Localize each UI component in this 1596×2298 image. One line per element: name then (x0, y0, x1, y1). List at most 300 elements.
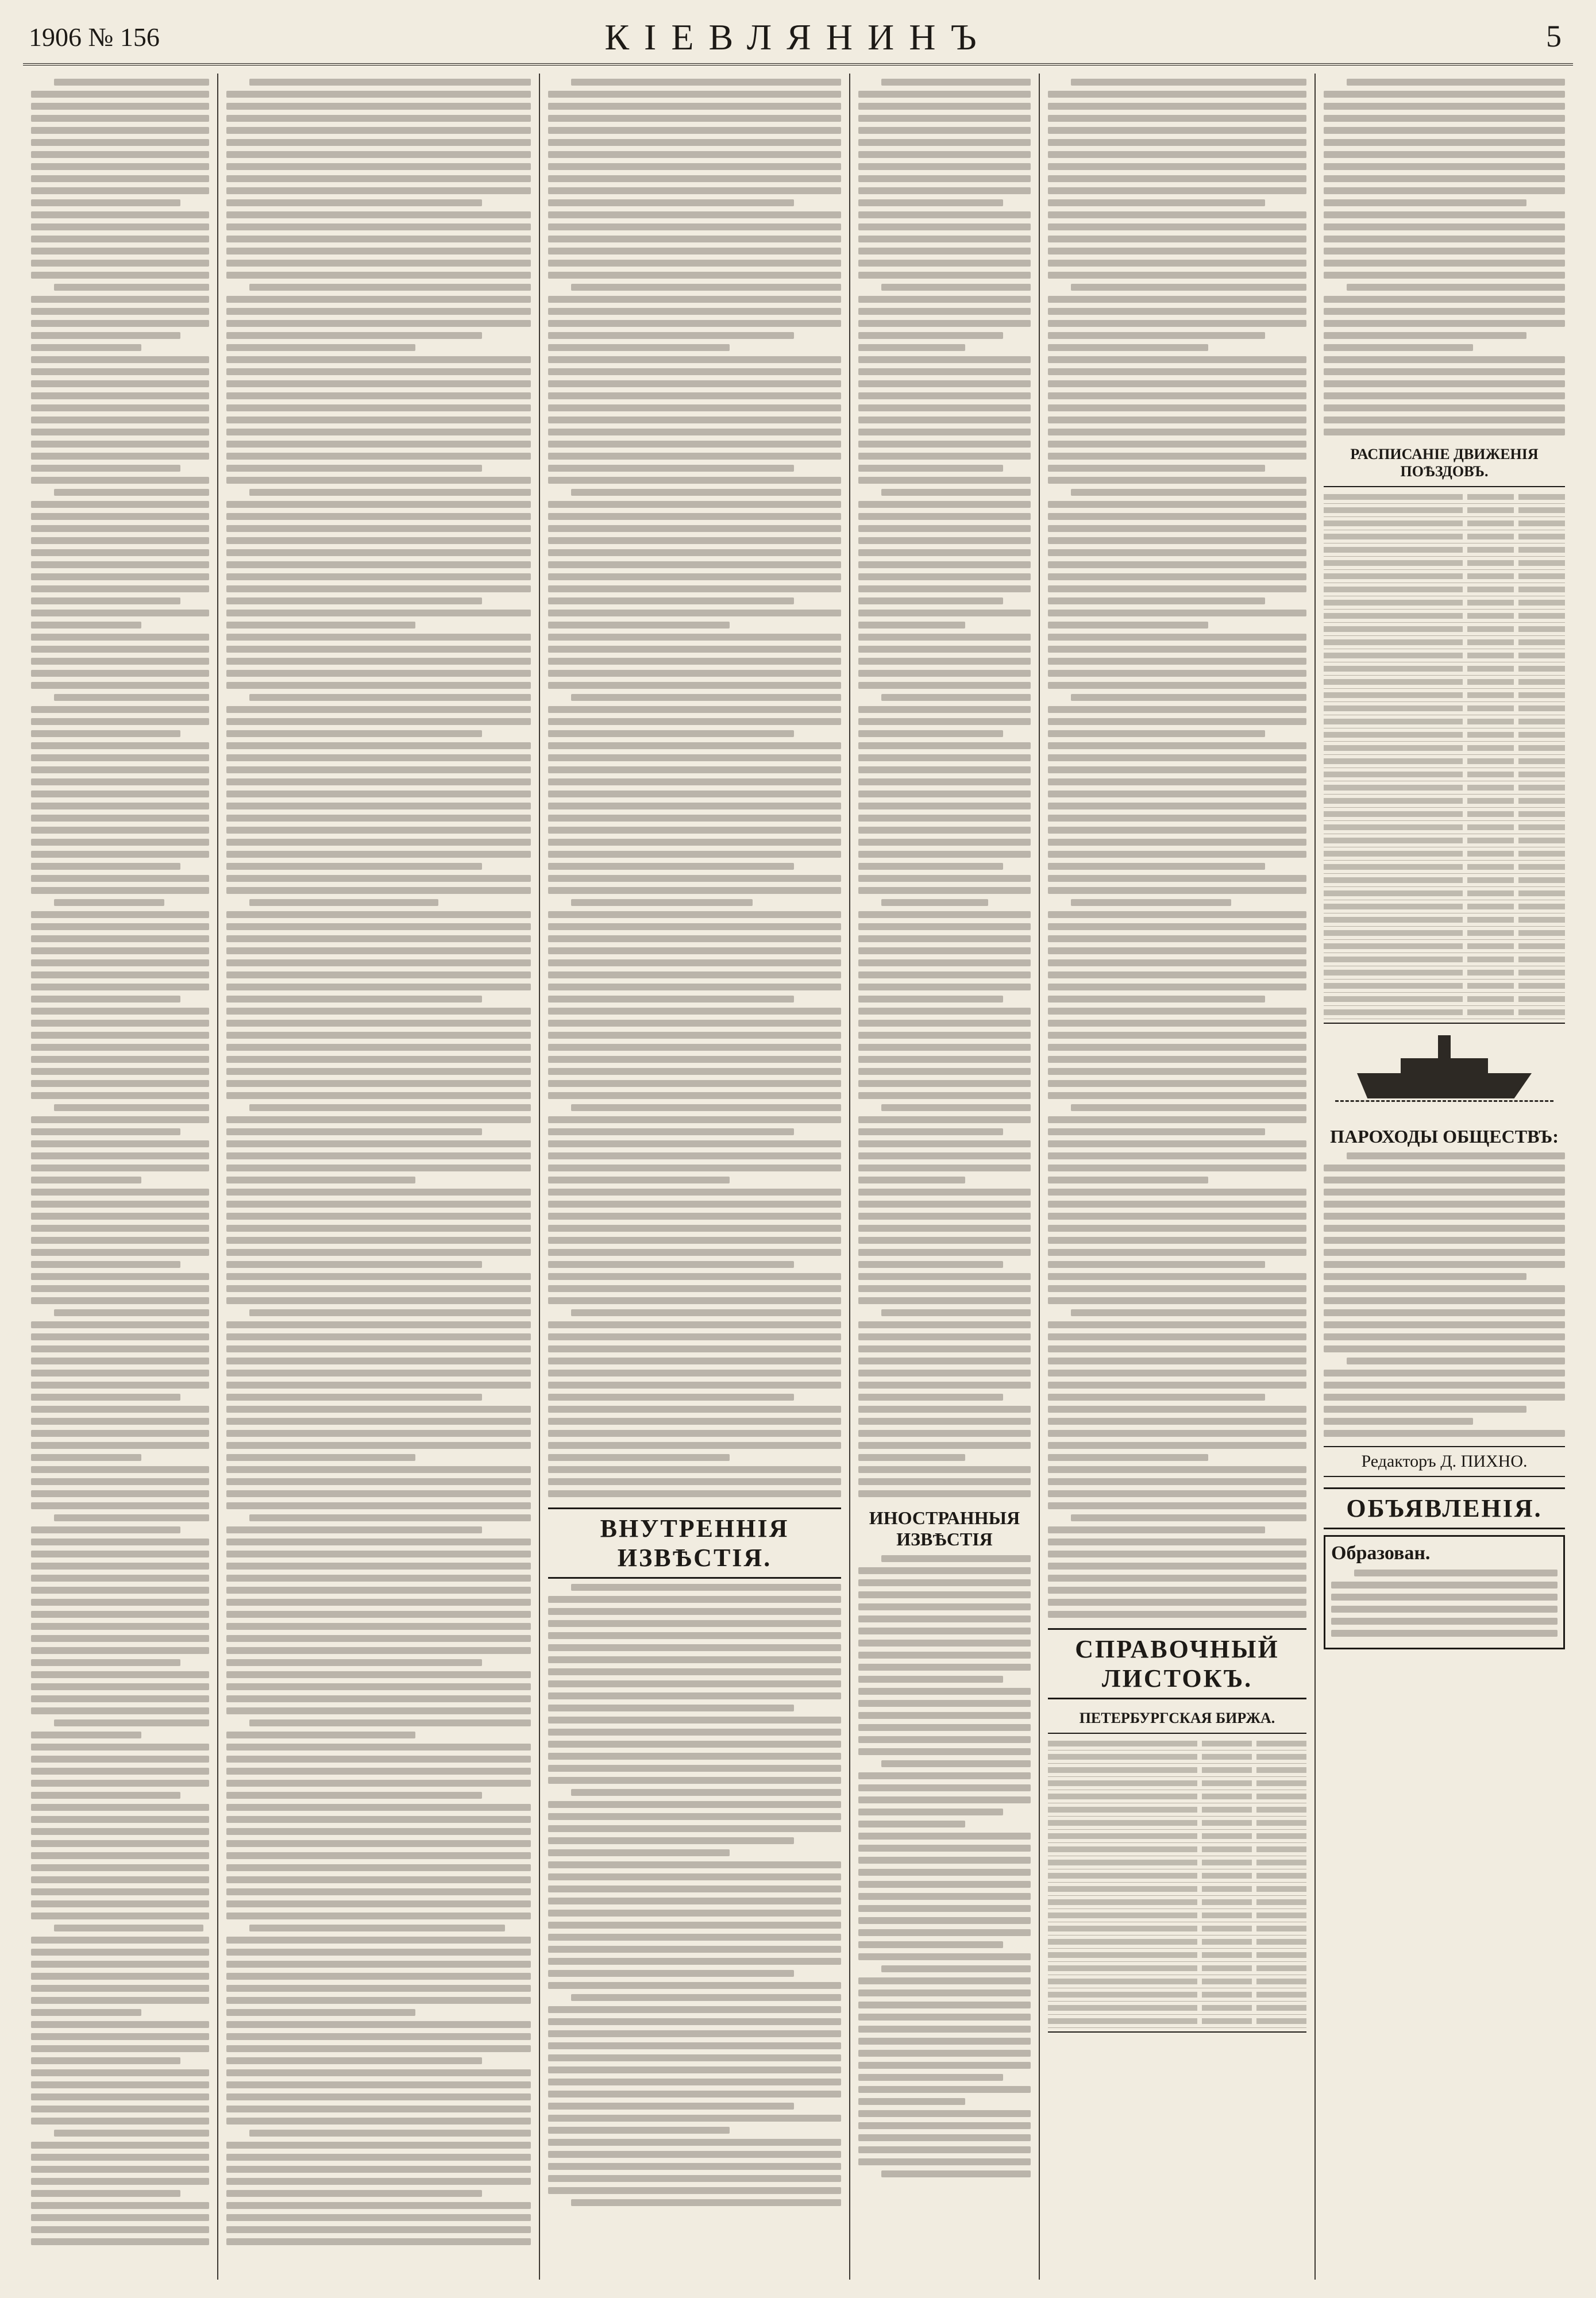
text-line-placeholder (31, 1442, 209, 1449)
table-cell-placeholder (1324, 957, 1463, 962)
text-line-placeholder (1048, 778, 1306, 785)
steamer-illustration (1335, 1030, 1553, 1116)
text-line-placeholder (548, 2018, 841, 2025)
table-cell-placeholder (1467, 943, 1514, 949)
text-line-placeholder (1324, 187, 1565, 194)
text-line-placeholder (31, 236, 209, 242)
table-cell-placeholder (1467, 600, 1514, 606)
table-cell-placeholder (1048, 1873, 1197, 1879)
text-line-placeholder (31, 453, 209, 460)
text-line-placeholder (226, 718, 531, 725)
text-line-placeholder (571, 1994, 841, 2001)
ad-heading: Образован. (1331, 1543, 1431, 1564)
table-cell-placeholder (1324, 626, 1463, 632)
text-line-placeholder (548, 115, 841, 122)
text-line-placeholder (1048, 236, 1306, 242)
table-cell-placeholder (1518, 653, 1565, 658)
table-cell-placeholder (1518, 732, 1565, 738)
text-line-placeholder (31, 1454, 141, 1461)
table-cell-placeholder (1202, 1926, 1252, 1931)
text-line-placeholder (226, 1213, 531, 1220)
table-row (1324, 596, 1565, 610)
table-cell-placeholder (1467, 824, 1514, 830)
text-line-placeholder (881, 1309, 1031, 1316)
text-line-placeholder (1347, 1358, 1565, 1364)
text-line-placeholder (548, 356, 841, 363)
text-line-placeholder (548, 2127, 730, 2134)
table-cell-placeholder (1467, 1009, 1514, 1015)
text-line-placeholder (858, 2122, 1031, 2129)
text-line-placeholder (31, 260, 209, 267)
table-cell-placeholder (1518, 507, 1565, 513)
table-row (1324, 583, 1565, 596)
text-line-placeholder (1324, 175, 1565, 182)
text-line-placeholder (1048, 622, 1208, 629)
text-line-placeholder (226, 1430, 531, 1437)
text-line-placeholder (1324, 1213, 1565, 1220)
text-line-placeholder (858, 2110, 1031, 2117)
table-cell-placeholder (1324, 838, 1463, 843)
text-line-placeholder (31, 1635, 209, 1642)
text-line-placeholder (548, 1644, 841, 1651)
text-line-placeholder (1048, 549, 1306, 556)
table-cell-placeholder (1256, 2005, 1306, 2011)
exchange-heading: ПЕТЕРБУРГСКАЯ БИРЖА. (1079, 1710, 1275, 1726)
text-line-placeholder (548, 1934, 841, 1941)
text-line-placeholder (1048, 1587, 1306, 1594)
text-line-placeholder (571, 1789, 841, 1796)
text-line-placeholder (226, 1285, 531, 1292)
text-line-placeholder (858, 211, 1031, 218)
text-line-placeholder (1048, 356, 1306, 363)
text-line-placeholder (858, 718, 1031, 725)
text-line-placeholder (31, 1539, 209, 1545)
text-line-placeholder (31, 1961, 209, 1968)
text-line-placeholder (226, 1659, 482, 1666)
text-line-placeholder (226, 1876, 531, 1883)
text-line-placeholder (31, 1695, 209, 1702)
text-line-placeholder (31, 971, 209, 978)
table-row (1324, 570, 1565, 583)
text-line-placeholder (1048, 742, 1306, 749)
text-line-placeholder (226, 1333, 531, 1340)
text-line-placeholder (548, 344, 730, 351)
steamer-deck-shape (1401, 1058, 1488, 1073)
table-cell-placeholder (1202, 1820, 1252, 1826)
text-line-placeholder (548, 1128, 794, 1135)
text-line-placeholder (1048, 1370, 1306, 1377)
text-line-placeholder (1324, 296, 1565, 303)
text-line-placeholder (249, 1104, 531, 1111)
text-line-placeholder (858, 1044, 1031, 1051)
text-line-placeholder (1354, 1570, 1558, 1576)
text-line-placeholder (31, 163, 209, 170)
text-line-placeholder (858, 308, 1031, 315)
text-line-placeholder (858, 766, 1031, 773)
text-line-placeholder (548, 1394, 794, 1401)
text-line-placeholder (226, 1828, 531, 1835)
text-line-placeholder (249, 1925, 505, 1931)
text-line-placeholder (31, 778, 209, 785)
text-line-placeholder (548, 778, 841, 785)
table-cell-placeholder (1324, 1009, 1463, 1015)
text-line-placeholder (548, 1152, 841, 1159)
table-row (1324, 662, 1565, 676)
text-line-placeholder (548, 236, 841, 242)
text-line-placeholder (226, 1189, 531, 1196)
text-line-placeholder (548, 1297, 841, 1304)
text-line-placeholder (858, 513, 1031, 520)
text-line-placeholder (548, 260, 841, 267)
text-line-placeholder (31, 2045, 209, 2052)
table-cell-placeholder (1518, 772, 1565, 777)
text-line-placeholder (1324, 1345, 1565, 1352)
text-line-placeholder (548, 1382, 841, 1389)
table-cell-placeholder (1324, 534, 1463, 539)
text-line-placeholder (548, 525, 841, 532)
table-row (1048, 1883, 1306, 1896)
text-line-placeholder (31, 465, 180, 472)
text-line-placeholder (31, 670, 209, 677)
text-line-placeholder (226, 670, 531, 677)
table-cell-placeholder (1256, 1807, 1306, 1813)
table-cell-placeholder (1324, 824, 1463, 830)
text-line-placeholder (858, 1213, 1031, 1220)
table-cell-placeholder (1518, 983, 1565, 989)
table-row (1324, 504, 1565, 517)
text-line-placeholder (548, 996, 794, 1003)
table-cell-placeholder (1048, 1886, 1197, 1892)
table-cell-placeholder (1324, 587, 1463, 592)
table-row (1324, 980, 1565, 993)
text-line-placeholder (1048, 187, 1306, 194)
text-line-placeholder (31, 368, 209, 375)
text-line-placeholder (31, 2009, 141, 2016)
text-line-placeholder (31, 1575, 209, 1582)
text-line-placeholder (226, 1008, 531, 1015)
text-line-placeholder (226, 2045, 531, 2052)
text-line-placeholder (226, 561, 531, 568)
table-cell-placeholder (1518, 851, 1565, 857)
table-cell-placeholder (1467, 547, 1514, 553)
text-line-placeholder (1324, 211, 1565, 218)
text-line-placeholder (548, 670, 841, 677)
text-line-placeholder (858, 1345, 1031, 1352)
text-line-placeholder (249, 1309, 531, 1316)
text-line-placeholder (858, 1165, 1031, 1171)
text-line-placeholder (1324, 1285, 1565, 1292)
text-line-placeholder (548, 404, 841, 411)
table-row (1324, 847, 1565, 861)
text-line-placeholder (858, 1201, 1031, 1208)
text-line-placeholder (226, 2214, 531, 2221)
table-cell-placeholder (1324, 732, 1463, 738)
table-cell-placeholder (1467, 864, 1514, 870)
text-line-placeholder (548, 971, 841, 978)
text-line-placeholder (226, 1454, 415, 1461)
issue-number: 1906 № 156 (29, 22, 160, 52)
text-line-placeholder (31, 211, 209, 218)
text-line-placeholder (548, 2139, 841, 2146)
text-line-placeholder (548, 1358, 841, 1364)
text-line-placeholder (858, 791, 1031, 797)
text-line-placeholder (1324, 320, 1565, 327)
text-line-placeholder (548, 127, 841, 134)
table-row (1324, 781, 1565, 795)
text-line-placeholder (1048, 803, 1306, 809)
text-line-placeholder (1324, 429, 1565, 435)
text-line-placeholder (226, 1551, 531, 1557)
text-line-placeholder (1324, 103, 1565, 110)
table-cell-placeholder (1256, 1979, 1306, 1984)
table-cell-placeholder (1518, 613, 1565, 619)
text-line-placeholder (548, 947, 841, 954)
text-line-placeholder (881, 79, 1031, 86)
text-line-placeholder (548, 1261, 794, 1268)
table-cell-placeholder (1518, 639, 1565, 645)
text-line-placeholder (858, 537, 1031, 544)
text-line-placeholder (1048, 1092, 1306, 1099)
table-cell-placeholder (1048, 1952, 1197, 1958)
text-line-placeholder (1048, 851, 1306, 858)
text-line-placeholder (548, 742, 841, 749)
text-line-placeholder (226, 525, 531, 532)
table-cell-placeholder (1467, 785, 1514, 791)
table-row (1324, 610, 1565, 623)
text-line-placeholder (548, 851, 841, 858)
table-cell-placeholder (1467, 904, 1514, 909)
text-line-placeholder (1347, 79, 1565, 86)
text-line-placeholder (54, 694, 209, 701)
table-cell-placeholder (1518, 758, 1565, 764)
text-line-placeholder (31, 1707, 209, 1714)
text-line-placeholder (31, 1611, 209, 1618)
text-line-placeholder (1048, 585, 1306, 592)
text-line-placeholder (226, 1116, 531, 1123)
text-line-placeholder (858, 1249, 1031, 1256)
text-line-placeholder (1324, 1321, 1565, 1328)
text-line-placeholder (858, 923, 1031, 930)
text-line-placeholder (226, 1985, 531, 1992)
text-line-placeholder (1324, 260, 1565, 267)
text-line-placeholder (548, 1080, 841, 1087)
text-line-placeholder (858, 1893, 1031, 1900)
table-cell-placeholder (1256, 1846, 1306, 1852)
text-line-placeholder (858, 1833, 1031, 1840)
text-line-placeholder (226, 1177, 415, 1183)
text-line-placeholder (548, 2066, 841, 2073)
text-line-placeholder (548, 513, 841, 520)
text-line-placeholder (548, 754, 841, 761)
table-cell-placeholder (1324, 890, 1463, 896)
text-line-placeholder (1048, 1165, 1306, 1171)
text-line-placeholder (226, 935, 531, 942)
text-line-placeholder (548, 1656, 841, 1663)
text-line-placeholder (31, 91, 209, 98)
text-line-placeholder (226, 2081, 531, 2088)
text-line-placeholder (31, 2033, 209, 2040)
text-line-placeholder (31, 935, 209, 942)
text-line-placeholder (858, 670, 1031, 677)
text-line-placeholder (858, 1676, 1003, 1683)
table-cell-placeholder (1048, 1992, 1197, 1998)
text-line-placeholder (1071, 899, 1231, 906)
text-line-placeholder (226, 344, 415, 351)
table-cell-placeholder (1202, 1979, 1252, 1984)
text-line-placeholder (858, 1700, 1031, 1707)
table-cell-placeholder (1048, 1741, 1197, 1746)
text-line-placeholder (249, 899, 438, 906)
table-row (1048, 1830, 1306, 1843)
text-line-placeholder (1048, 441, 1306, 448)
text-line-placeholder (1048, 1490, 1306, 1497)
text-line-placeholder (858, 1273, 1031, 1280)
text-line-placeholder (31, 1020, 209, 1027)
text-line-placeholder (249, 489, 531, 496)
text-line-placeholder (1324, 1309, 1565, 1316)
text-line-placeholder (548, 1370, 841, 1377)
text-line-placeholder (548, 1958, 841, 1965)
text-line-placeholder (1048, 1466, 1306, 1473)
table-cell-placeholder (1256, 1860, 1306, 1865)
text-line-placeholder (1324, 1406, 1526, 1413)
table-cell-placeholder (1256, 1965, 1306, 1971)
text-line-placeholder (1048, 1358, 1306, 1364)
table-cell-placeholder (1202, 1886, 1252, 1892)
text-line-placeholder (226, 1056, 531, 1063)
text-line-placeholder (1048, 1285, 1306, 1292)
text-line-placeholder (226, 223, 531, 230)
text-line-placeholder (548, 1056, 841, 1063)
table-cell-placeholder (1256, 2018, 1306, 2024)
text-line-placeholder (31, 2226, 209, 2233)
text-line-placeholder (858, 453, 1031, 460)
page-number: 5 (1546, 19, 1562, 53)
text-line-placeholder (548, 1418, 841, 1425)
text-line-placeholder (1048, 573, 1306, 580)
text-line-placeholder (1048, 380, 1306, 387)
text-line-placeholder (548, 1285, 841, 1292)
text-line-placeholder (226, 1792, 482, 1799)
text-line-placeholder (548, 658, 841, 665)
table-cell-placeholder (1467, 639, 1514, 645)
text-line-placeholder (226, 1321, 531, 1328)
table-cell-placeholder (1467, 573, 1514, 579)
text-line-placeholder (858, 1490, 1031, 1497)
text-line-placeholder (548, 1406, 841, 1413)
text-line-placeholder (548, 1765, 841, 1772)
text-line-placeholder (31, 1587, 209, 1594)
text-line-placeholder (1324, 1418, 1473, 1425)
text-line-placeholder (1324, 1237, 1565, 1244)
editor-line: Редакторъ Д. ПИХНО. (1324, 1446, 1565, 1477)
text-line-placeholder (31, 1237, 209, 1244)
table-row (1324, 834, 1565, 847)
text-line-placeholder (881, 1555, 1031, 1562)
text-line-placeholder (1048, 730, 1265, 737)
text-line-placeholder (548, 1813, 841, 1820)
text-line-placeholder (1048, 996, 1265, 1003)
table-cell-placeholder (1048, 1820, 1197, 1826)
text-line-placeholder (858, 296, 1031, 303)
text-line-placeholder (31, 1973, 209, 1980)
text-line-placeholder (31, 1273, 209, 1280)
text-line-placeholder (858, 778, 1031, 785)
text-line-placeholder (1048, 537, 1306, 544)
text-line-placeholder (31, 1888, 209, 1895)
text-line-placeholder (31, 718, 209, 725)
text-line-placeholder (858, 1724, 1031, 1731)
text-line-placeholder (1048, 718, 1306, 725)
text-line-placeholder (31, 1333, 209, 1340)
table-row (1324, 702, 1565, 715)
exchange-table (1048, 1733, 1306, 2033)
text-line-placeholder (858, 1466, 1031, 1473)
text-line-placeholder (226, 1864, 531, 1871)
text-line-placeholder (858, 2086, 1031, 2093)
text-line-placeholder (858, 1020, 1031, 1027)
text-line-placeholder (226, 417, 531, 423)
text-line-placeholder (548, 1886, 841, 1892)
text-line-placeholder (548, 887, 841, 894)
text-line-placeholder (226, 320, 531, 327)
text-line-placeholder (226, 1249, 531, 1256)
text-line-placeholder (858, 429, 1031, 435)
text-line-placeholder (1048, 91, 1306, 98)
text-line-placeholder (548, 453, 841, 460)
text-line-placeholder (1048, 1128, 1265, 1135)
text-line-placeholder (571, 694, 841, 701)
text-line-placeholder (1324, 248, 1565, 255)
text-line-placeholder (858, 1454, 965, 1461)
text-line-placeholder (226, 368, 531, 375)
text-line-placeholder (858, 1261, 1003, 1268)
table-cell-placeholder (1467, 494, 1514, 500)
text-line-placeholder (1324, 1297, 1565, 1304)
text-line-placeholder (31, 1623, 209, 1630)
text-line-placeholder (858, 1917, 1031, 1924)
text-line-placeholder (31, 1406, 209, 1413)
text-line-placeholder (548, 1478, 841, 1485)
text-line-placeholder (858, 1615, 1031, 1622)
text-line-placeholder (858, 187, 1031, 194)
table-row (1048, 1817, 1306, 1830)
table-cell-placeholder (1467, 877, 1514, 883)
text-line-placeholder (1324, 1273, 1526, 1280)
steamer-hull-shape (1357, 1073, 1532, 1098)
text-line-placeholder (1071, 1309, 1306, 1316)
text-line-placeholder (31, 597, 180, 604)
text-line-placeholder (1071, 694, 1306, 701)
text-line-placeholder (858, 477, 1031, 484)
text-line-placeholder (226, 1671, 531, 1678)
text-line-placeholder (226, 1020, 531, 1027)
text-line-placeholder (1048, 1418, 1306, 1425)
table-cell-placeholder (1518, 930, 1565, 936)
table-cell-placeholder (1518, 864, 1565, 870)
table-cell-placeholder (1324, 877, 1463, 883)
table-row (1324, 530, 1565, 543)
text-line-placeholder (226, 1418, 531, 1425)
text-line-placeholder (54, 899, 164, 906)
text-line-placeholder (1048, 211, 1306, 218)
text-line-placeholder (1048, 332, 1265, 339)
text-line-placeholder (31, 2154, 209, 2161)
text-line-placeholder (548, 1225, 841, 1232)
train-schedule-heading: РАСПИСАНІЕ ДВИЖЕНІЯ ПОѢЗДОВЪ. (1350, 446, 1539, 480)
text-line-placeholder (31, 272, 209, 279)
text-line-placeholder (1324, 151, 1565, 158)
